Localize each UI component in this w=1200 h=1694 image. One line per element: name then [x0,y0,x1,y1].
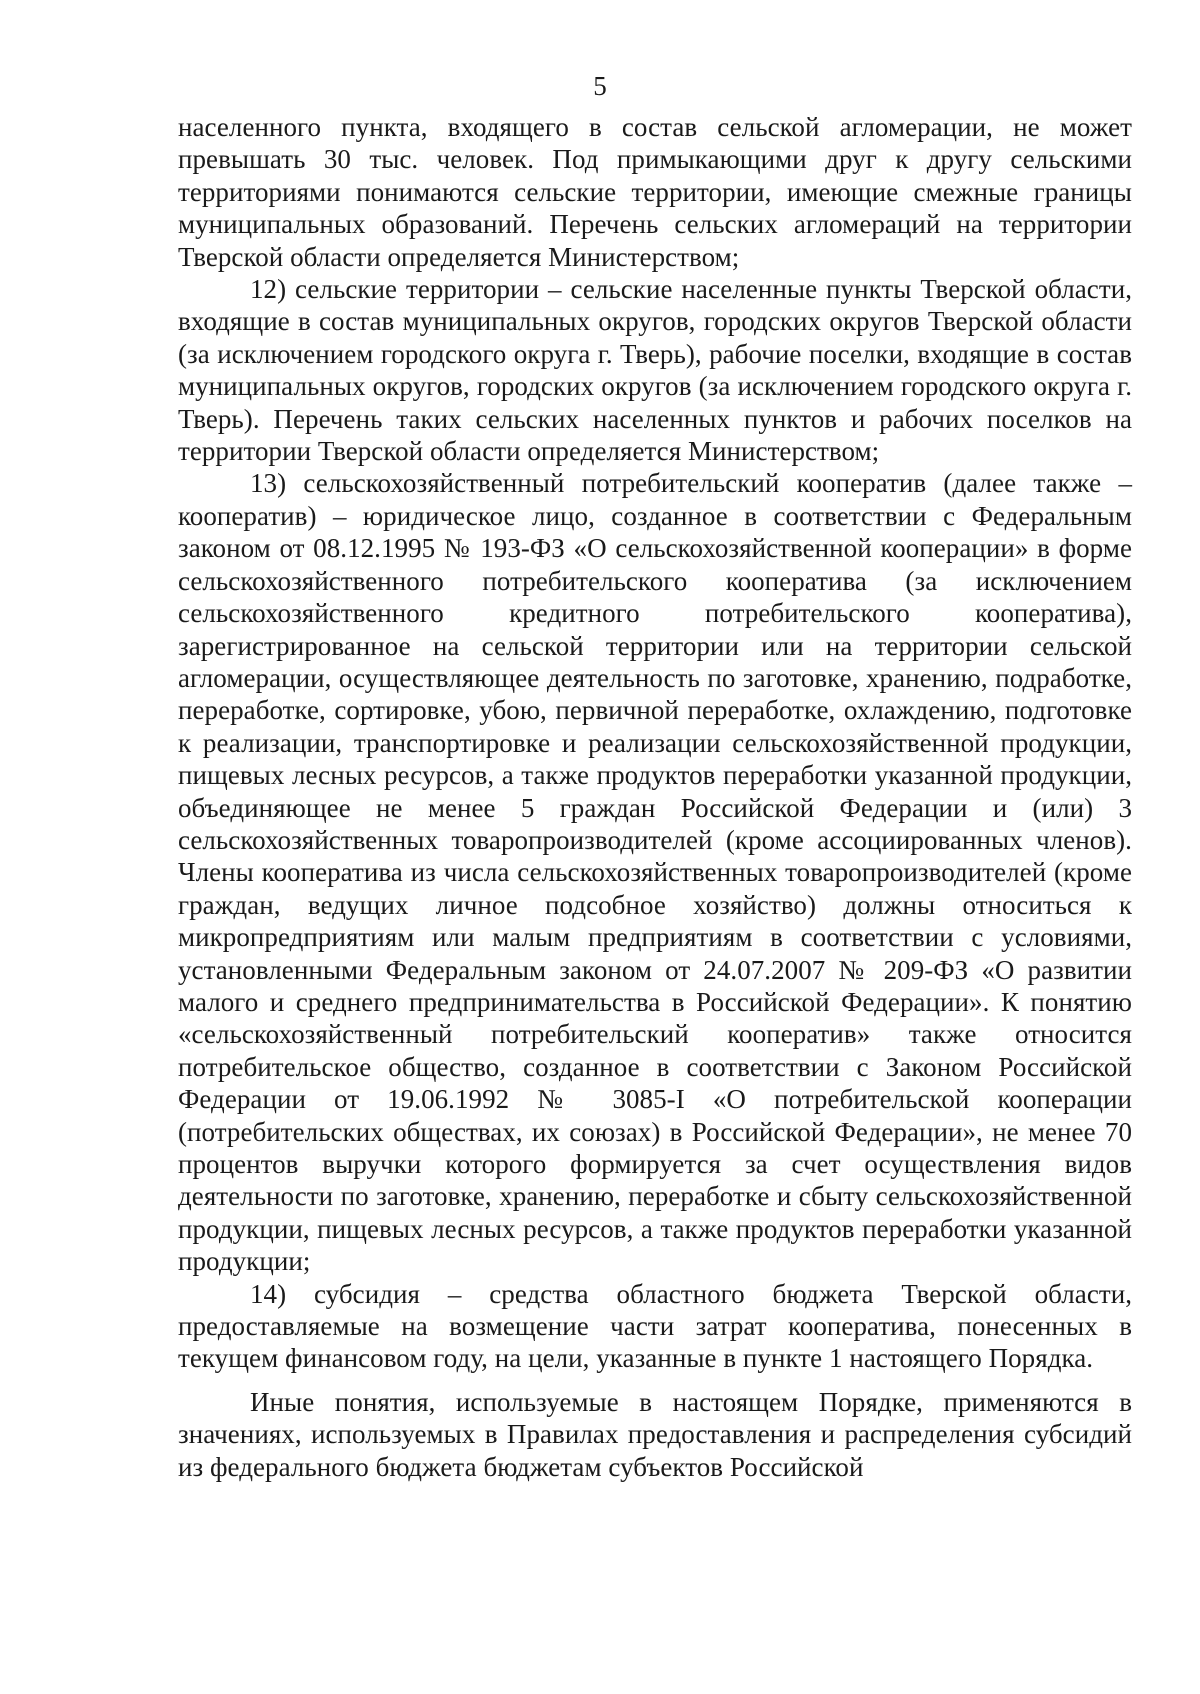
paragraph-item-12: 12) сельские территории – сельские населенные пункты Тверской области, входящие в состав муниципальных округов, городских округов Тверской области (за исключением городского округа г. Тверь), рабочие поселки, входящие в состав муниципальных округов, городских округов (за исключением городского округа г. Тверь). Перечень таких сельских населенных пунктов и рабочих поселков на территории Тверской области определяется Министерством; [178,274,1132,467]
page-number: 5 [593,71,607,101]
document-body [178,111,1132,1483]
paragraph-other-terms: Иные понятия, используемые в настоящем Порядке, применяются в значениях, используемых в Правилах предоставления и распределения субсидий из федерального бюджета бюджетам субъектов Российской [178,1386,1132,1482]
paragraph-item-13: 13) сельскохозяйственный потребительский кооператив (далее также – кооператив) – юридическое лицо, созданное в соответствии с Федеральным законом от 08.12.1995 № 193-ФЗ «О сельскохозяйственной кооперации» в форме сельскохозяйственного потребительского кооператива (за исключением сельскохозяйственного кредитного потребительского кооператива), зарегистрированное на сельской территории или на территории сельской агломерации, осуществляющее деятельность по заготовке, хранению, подработке, переработке, сортировке, убою, первичной переработке, охлаждению, подготовке к реализации, транспортировке и реализации сельскохозяйственной продукции, пищевых лесных ресурсов, а также продуктов переработки указанной продукции, объединяющее не менее 5 граждан Российской Федерации и (или) 3 сельскохозяйственных товаропроизводителей (кроме ассоциированных членов). Члены кооператива из числа сельскохозяйственных товаропроизводителей (кроме граждан, ведущих личное подсобное хозяйство) должны относиться к микропредприятиям или малым предприятиям в соответствии с условиями, установленными Федеральным законом от 24.07.2007 № 209-ФЗ «О развитии малого и среднего предпринимательства в Российской Федерации». К понятию «сельскохозяйственный потребительский кооператив» также относится потребительское общество, созданное в соответствии с Законом Российской Федерации от 19.06.1992 № 3085-I «О потребительской кооперации (потребительских обществах, их союзах) в Российской Федерации», не менее 70 процентов выручки которого формируется за счет осуществления видов деятельности по заготовке, хранению, переработке и сбыту сельскохозяйственной продукции, пищевых лесных ресурсов, а также продуктов переработки указанной продукции; [178,468,1132,1277]
paragraph-item-14: 14) субсидия – средства областного бюджета Тверской области, предоставляемые на возмещение части затрат кооператива, понесенных в текущем финансовом году, на цели, указанные в пункте 1 настоящего Порядка. [178,1278,1132,1374]
paragraph-continuation: населенного пункта, входящего в состав сельской агломерации, не может превышать 30 тыс. человек. Под примыкающими друг к другу сельскими территориями понимаются сельские территории, имеющие смежные границы муниципальных образований. Перечень сельских агломераций на территории Тверской области определяется Министерством; [178,112,1132,272]
